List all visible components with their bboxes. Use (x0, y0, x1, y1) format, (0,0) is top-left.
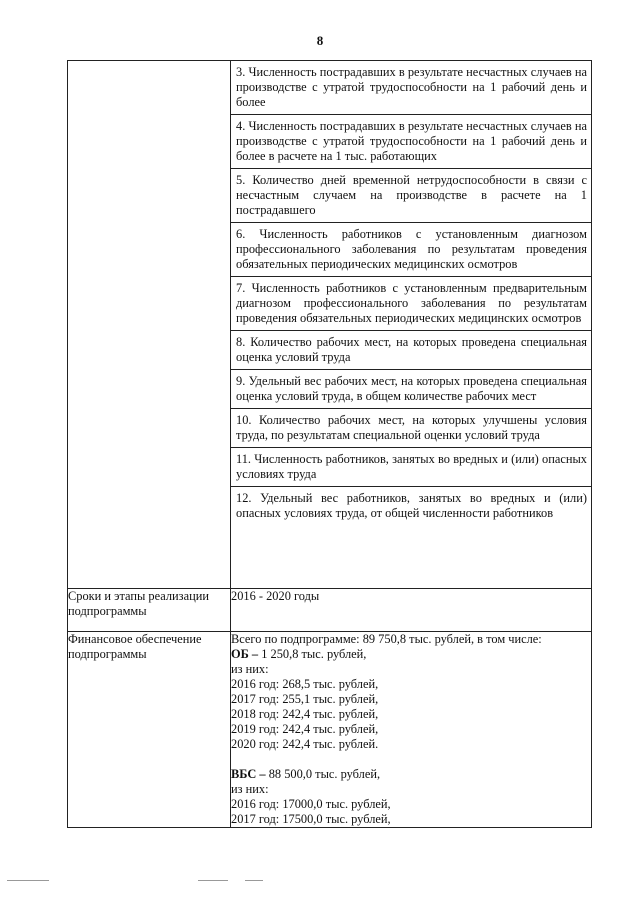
vbs-year-line: 2016 год: 17000,0 тыс. рублей, (231, 797, 391, 811)
ob-amount: 1 250,8 тыс. рублей, (261, 647, 367, 661)
ob-year-line: 2016 год: 268,5 тыс. рублей, (231, 677, 379, 691)
subprogram-passport-table (67, 60, 592, 828)
ob-year-line: 2019 год: 242,4 тыс. рублей, (231, 722, 379, 736)
footer-divider (198, 880, 228, 881)
ob-of-them: из них: (231, 662, 269, 676)
finance-total: Всего по подпрограмме: 89 750,8 тыс. рублей, в том числе: (231, 632, 542, 646)
finance-vbs-line (231, 767, 591, 782)
footer-divider (7, 880, 49, 881)
finance-spacer (231, 752, 591, 767)
indicator-item: 6. Численность работников с установленным диагнозом профессионального заболевания по результатам проведения обязательных периодических медицинских осмотров (231, 223, 591, 277)
indicators-list (231, 61, 592, 589)
ob-year-line: 2017 год: 255,1 тыс. рублей, (231, 692, 379, 706)
vbs-prefix: ВБС – (231, 767, 269, 781)
ob-year-line: 2020 год: 242,4 тыс. рублей. (231, 737, 379, 751)
finance-label: Финансовое обеспечение подпрограммы (68, 632, 231, 828)
indicator-item: 10. Количество рабочих мест, на которых улучшены условия труда, по результатам специальной оценки условий труда (231, 409, 591, 448)
vbs-amount: 88 500,0 тыс. рублей, (268, 767, 381, 781)
terms-value: 2016 - 2020 годы (231, 589, 592, 632)
indicator-item: 7. Численность работников с установленным предварительным диагнозом профессионального заболевания по результатам проведения обязательных периодических медицинских осмотров (231, 277, 591, 331)
page-number: 8 (316, 33, 324, 48)
indicator-item: 11. Численность работников, занятых во вредных и (или) опасных условиях труда (231, 448, 591, 487)
indicator-item: 8. Количество рабочих мест, на которых проведена специальная оценка условий труда (231, 331, 591, 370)
terms-row (68, 589, 592, 632)
indicators-label-cell (68, 61, 231, 589)
finance-row (68, 632, 592, 828)
vbs-of-them: из них: (231, 782, 269, 796)
terms-label: Сроки и этапы реализации подпрограммы (68, 589, 231, 632)
indicator-item: 5. Количество дней временной нетрудоспособности в связи с несчастным случаем на производстве в расчете на 1 пострадавшего (231, 169, 591, 223)
footer-divider (245, 880, 263, 881)
ob-prefix: ОБ – (231, 647, 262, 661)
indicator-item: 4. Численность пострадавших в результате несчастных случаев на производстве с утратой трудоспособности на 1 рабочий день и более в расчете на 1 тыс. работающих (231, 115, 591, 169)
vbs-year-line: 2017 год: 17500,0 тыс. рублей, (231, 812, 391, 826)
indicator-item: 9. Удельный вес рабочих мест, на которых проведена специальная оценка условий труда, в общем количестве рабочих мест (231, 370, 591, 409)
indicator-item: 12. Удельный вес работников, занятых во вредных и (или) опасных условиях труда, от общей численности работников (236, 491, 587, 520)
finance-value (231, 632, 592, 828)
finance-ob-line (231, 647, 591, 662)
indicators-row (68, 61, 592, 589)
indicator-item: 3. Численность пострадавших в результате несчастных случаев на производстве с утратой трудоспособности на 1 рабочий день и более (231, 61, 591, 115)
ob-year-line: 2018 год: 242,4 тыс. рублей, (231, 707, 379, 721)
